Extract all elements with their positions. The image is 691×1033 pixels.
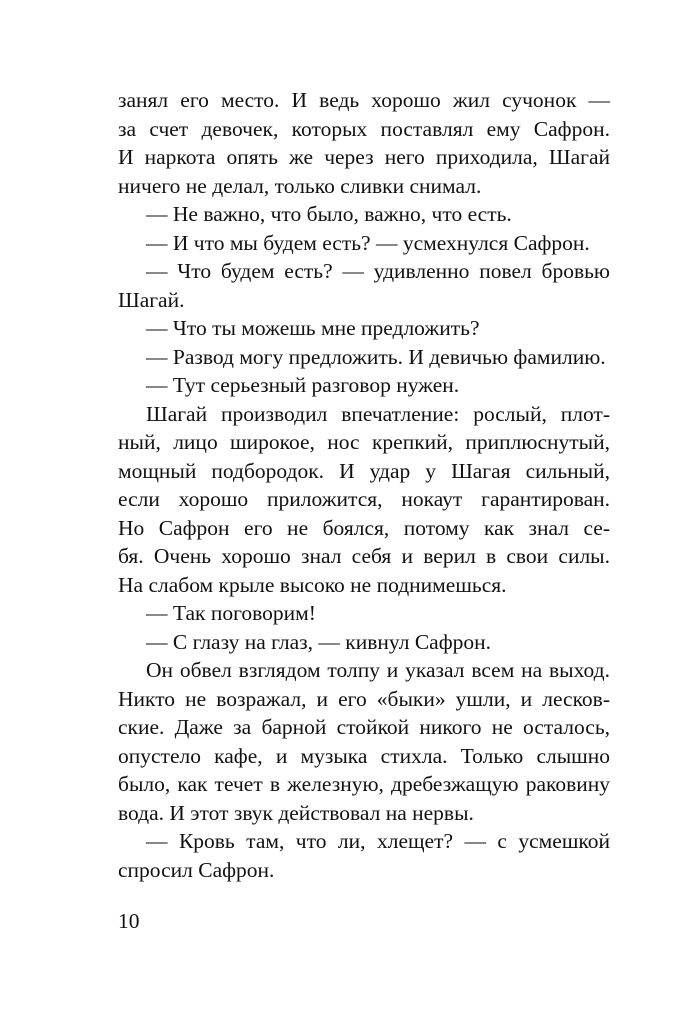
text-line: Но Сафрон его не боялся, потому как знал се- [118,515,610,540]
text-line: — И что мы будем есть? — усмехнулся Сафрон. [146,230,590,255]
text-line: — Так поговорим! [146,601,316,625]
text-line: — С глазу на глаз, — кивнул Сафрон. [146,629,492,654]
text-line: опустело кафе, и музыка стихла. Только слышно [118,743,610,768]
page-text [118,86,610,884]
text-line: Он обвел взглядом толпу и указал всем на выход. [146,658,610,682]
text-line: — Развод могу предложить. И девичью фамилию. [146,344,606,369]
text-line: если хорошо приложится, нокаут гарантирован. [118,487,610,511]
text-line: ный, лицо широкое, нос крепкий, приплюснутый, [118,430,610,454]
text-line: — Что ты можешь мне предложить? [146,316,480,340]
text-line: — Кровь там, что ли, хлещет? — с усмешкой [146,829,610,853]
text-line: было, как течет в железную, дребезжащую раковину [118,772,610,796]
text-line: ничего не делал, только сливки снимал. [118,173,482,198]
text-line: Шагай производил впечатление: рослый, плот- [146,401,610,426]
text-line: На слабом крыле высоко не поднимешься. [118,572,507,597]
text-line: мощный подбородок. И удар у Шагая сильный, [118,458,610,483]
text-line: — Не важно, что было, важно, что есть. [146,202,512,226]
text-line: Никто не возражал, и его «быки» ушли, и лесков- [118,686,610,711]
text-line: Шагай. [118,287,185,312]
page-number: 10 [118,909,140,933]
text-line: спросил Сафрон. [118,857,275,882]
text-line: за счет девочек, которых поставлял ему Сафрон. [118,116,610,141]
text-line: бя. Очень хорошо знал себя и верил в свои силы. [118,544,610,568]
text-line: И наркота опять же через него приходила, Шагай [118,145,610,169]
text-line: — Что будем есть? — удивленно повел бровью [146,259,610,283]
text-line: занял его место. И ведь хорошо жил сучонок — [118,88,610,112]
text-line: вода. И этот звук действовал на нервы. [118,800,474,825]
text-line: — Тут серьезный разговор нужен. [146,373,460,397]
text-line: ские. Даже за барной стойкой никого не осталось, [118,715,610,739]
